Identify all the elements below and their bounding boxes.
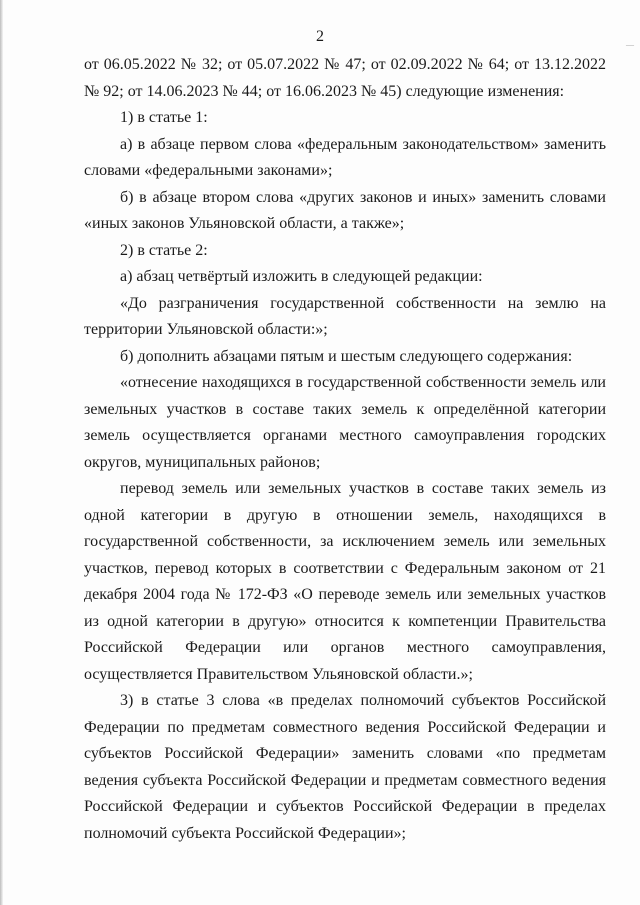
paragraph-quote-2: «отнесение находящихся в государственной собственности земель или земельных участков в составе таких земель к определённой категории земель осуществляется органами местного самоуправления городских округов, муниципальных районов; <box>84 374 606 471</box>
document-body <box>84 52 606 847</box>
paragraph-quote-3: перевод земель или земельных участков в составе таких земель из одной категории в другую в отношении земель, находящихся в государственной собственности, за исключением земель или земельных участков, перевод которых в соответствии с Федеральным законом от 21 декабря 2004 года № 172-ФЗ «О переводе земель или земельных участков из одной категории в другую» относится к компетенции Правительства Российской Федерации или органов местного самоуправления, осуществляется Правительством Ульяновской области.»; <box>84 480 606 683</box>
paragraph-item-1b: б) в абзаце втором слова «других законов и иных» заменить словами «иных законов Ульяновской области, а также»; <box>84 188 606 232</box>
paragraph-article-1: 1) в статье 1: <box>120 109 208 126</box>
paragraph-item-2b: б) дополнить абзацами пятым и шестым следующего содержания: <box>120 347 573 365</box>
paragraph-quote-1: «До разграничения государственной собственности на землю на территории Ульяновской области:»; <box>84 294 606 338</box>
page-number: 2 <box>316 28 324 45</box>
paragraph-article-2: 2) в статье 2: <box>120 241 208 259</box>
corner-mark: — <box>626 40 634 49</box>
paragraph-article-3: 3) в статье 3 слова «в пределах полномочий субъектов Российской Федерации по предметам совместного ведения Российской Федерации и субъектов Российской Федерации» заменить словами «по предметам ведения субъекта Российской Федерации и предметам совместного ведения Российской Федерации и субъектов Российской Федерации в пределах полномочий субъекта Российской Федерации»; <box>84 692 606 842</box>
paragraph-amendment-list: от 06.05.2022 № 32; от 05.07.2022 № 47; от 02.09.2022 № 64; от 13.12.2022 № 92; от 14.06.2023 № 44; от 16.06.2023 № 45) следующие изменения: <box>84 56 606 100</box>
paragraph-item-1a: а) в абзаце первом слова «федеральным законодательством» заменить словами «федеральными законами»; <box>84 135 606 179</box>
page-edge-shadow <box>0 0 3 905</box>
paragraph-item-2a: а) абзац четвёртый изложить в следующей редакции: <box>120 268 483 285</box>
